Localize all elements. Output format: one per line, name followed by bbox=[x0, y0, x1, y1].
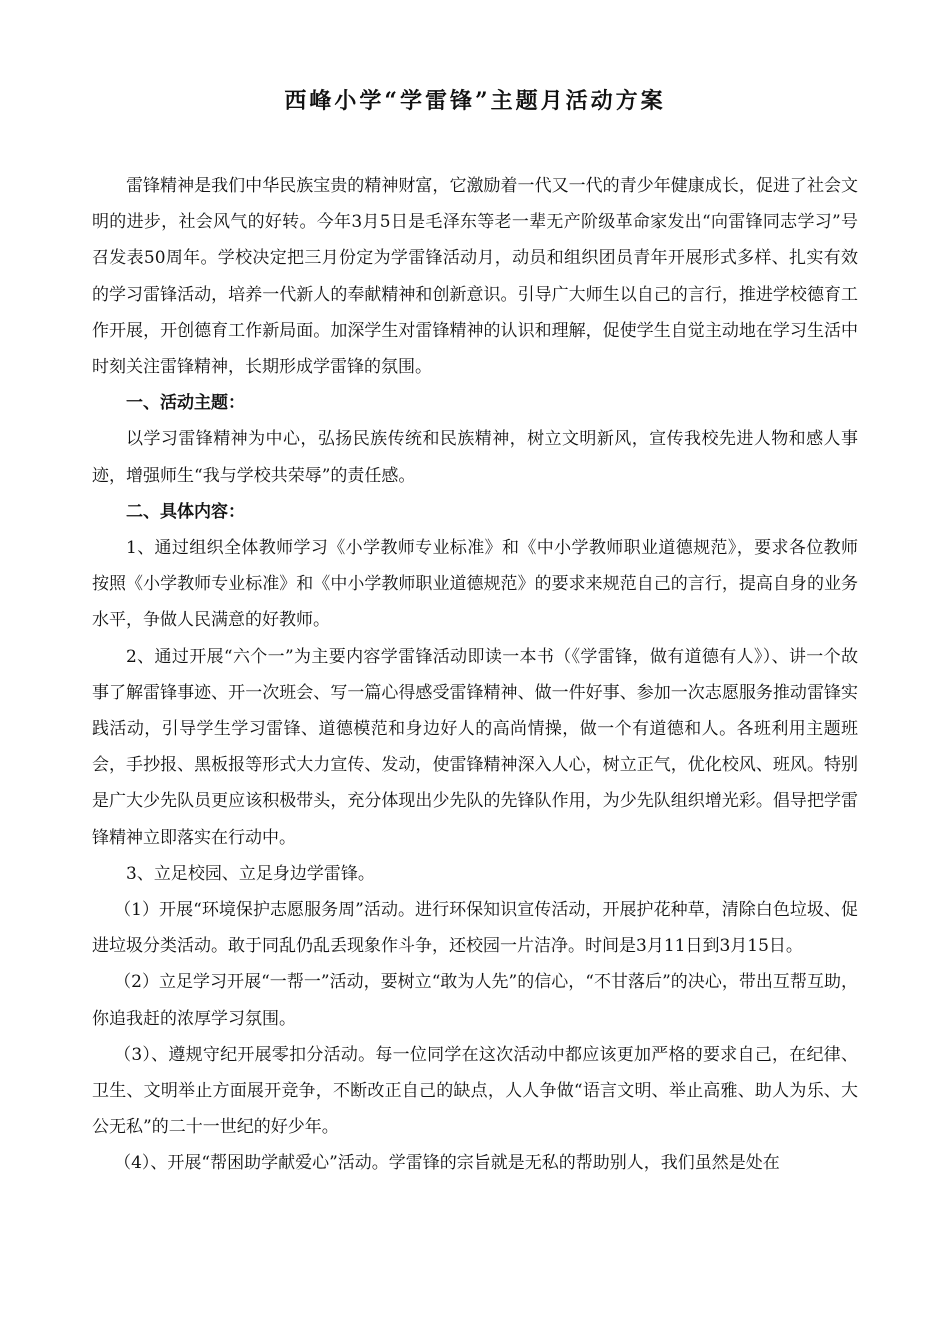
section-heading-content: 二、具体内容： bbox=[126, 501, 245, 522]
content-item-3: 3、立足校园、立足身边学雷锋。 bbox=[126, 863, 375, 884]
content-item-2: 2、通过开展“六个一”为主要内容学雷锋活动即读一本书（《学雷锋，做有道德有人》）、讲一个故事了解雷锋事迹、开一次班会、写一篇心得感受雷锋精神、做一件好事、参加一次志愿服务推动雷锋实践活动，引导学生学习雷锋、道德模范和身边好人的高尚情操，做一个有道德和人。各班利用主题班会，手抄报、黑板报等形式大力宣传、发动，使雷锋精神深入人心，树立正气，优化校风、班风。特别是广大少先队员更应该积极带头，充分体现出少先队的先锋队作用，为少先队组织增光彩。倡导把学雷锋精神立即落实在行动中。 bbox=[92, 646, 858, 848]
theme-paragraph: 以学习雷锋精神为中心，弘扬民族传统和民族精神，树立文明新风，宣传我校先进人物和感人事迹，增强师生“我与学校共荣辱”的责任感。 bbox=[92, 429, 858, 486]
intro-paragraph: 雷锋精神是我们中华民族宝贵的精神财富，它激励着一代又一代的青少年健康成长，促进了社会文明的进步，社会风气的好转。今年3月5日是毛泽东等老一辈无产阶级革命家发出“向雷锋同志学习”号召发表50周年。学校决定把三月份定为学雷锋活动月，动员和组织团员青年开展形式多样、扎实有效的学习雷锋活动，培养一代新人的奉献精神和创新意识。引导广大师生以自己的言行，推进学校德育工作开展，开创德育工作新局面。加深学生对雷锋精神的认识和理解，促使学生自觉主动地在学习生活中时刻关注雷锋精神，长期形成学雷锋的氛围。 bbox=[92, 176, 858, 378]
content-item-1: 1、通过组织全体教师学习《小学教师专业标准》和《中小学教师职业道德规范》，要求各位教师按照《小学教师专业标准》和《中小学教师职业道德规范》的要求来规范自己的言行，提高自身的业务水平，争做人民满意的好教师。 bbox=[92, 538, 858, 631]
sub-item-1: （1）开展“环境保护志愿服务周”活动。进行环保知识宣传活动，开展护花种草，清除白色垃圾、促进垃圾分类活动。敢于同乱仍乱丢现象作斗争，还校园一片洁净。时间是3月11日到3月15日。 bbox=[92, 900, 858, 957]
sub-item-3: （3）、遵规守纪开展零扣分活动。每一位同学在这次活动中都应该更加严格的要求自己，在纪律、卫生、文明举止方面展开竞争，不断改正自己的缺点，人人争做“语言文明、举止高雅、助人为乐、大公无私”的二十一世纪的好少年。 bbox=[92, 1044, 858, 1138]
section-heading-theme: 一、活动主题： bbox=[126, 393, 245, 414]
sub-item-2: （2）立足学习开展“一帮一”活动，要树立“敢为人先”的信心，“不甘落后”的决心，带出互帮互助，你追我赶的浓厚学习氛围。 bbox=[92, 972, 858, 1029]
document-body bbox=[92, 168, 858, 1182]
document-title: 西峰小学“学雷锋”主题月活动方案 bbox=[284, 88, 666, 114]
sub-item-4: （4）、开展“帮困助学献爱心”活动。学雷锋的宗旨就是无私的帮助别人，我们虽然是处在 bbox=[114, 1153, 780, 1174]
